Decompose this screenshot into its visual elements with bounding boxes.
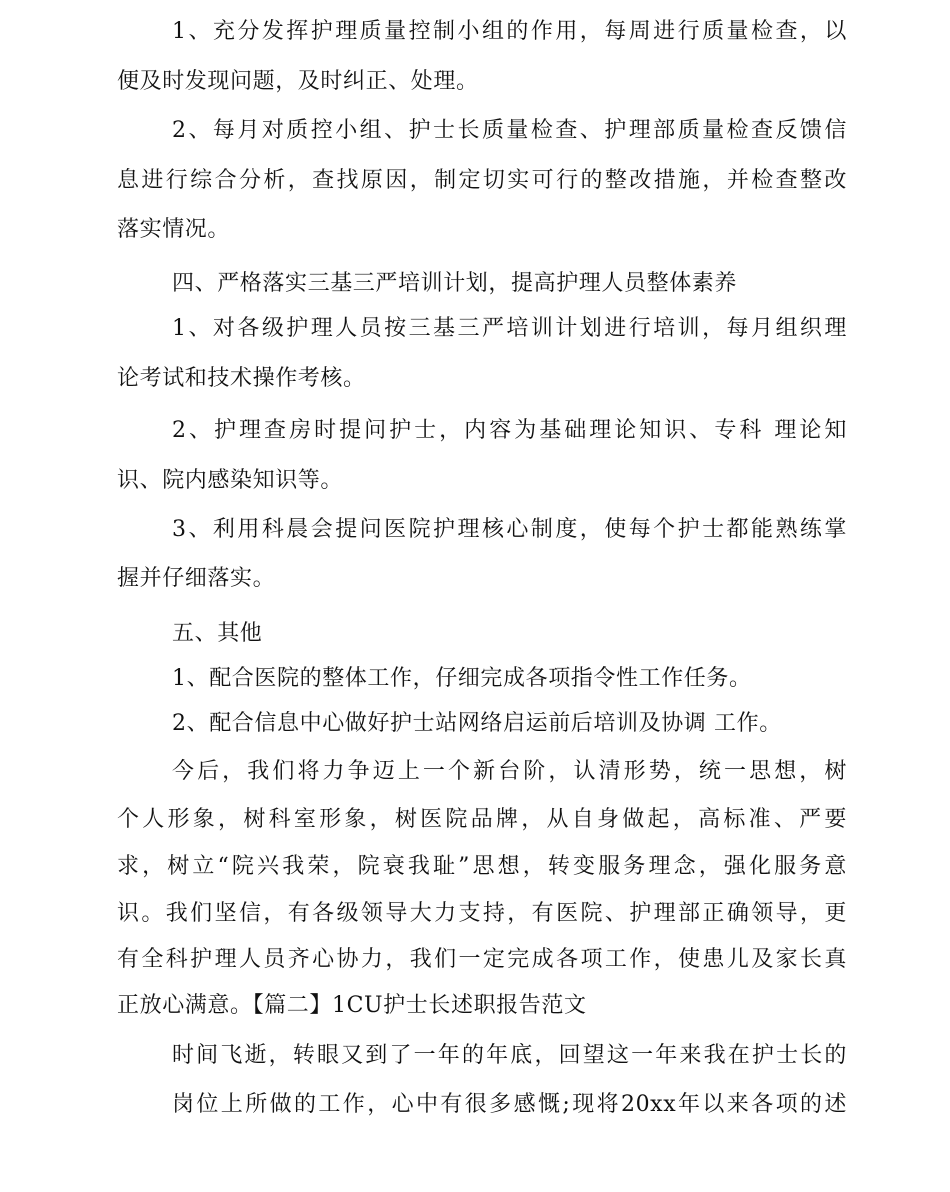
paragraph-line: 个人形象，树科室形象，树医院品牌，从自身做起，高标准、严要 — [117, 807, 847, 832]
paragraph-line: 1、对各级护理人员按三基三严培训计划进行培训，每月组织理 — [172, 316, 847, 341]
paragraph-line: 2、每月对质控小组、护士长质量检查、护理部质量检查反馈信 — [172, 118, 847, 143]
paragraph-line: 1、充分发挥护理质量控制小组的作用，每周进行质量检查，以 — [172, 19, 847, 44]
paragraph-line: 2、护理查房时提问护士，内容为基础理论知识、专科 理论知 — [172, 418, 847, 443]
paragraph-line: 3、利用科晨会提问医院护理核心制度，使每个护士都能熟练掌 — [172, 517, 847, 542]
paragraph-line: 识。我们坚信，有各级领导大力支持，有医院、护理部正确领导，更 — [117, 901, 847, 926]
paragraph-line: 识、院内感染知识等。 — [117, 468, 344, 493]
paragraph-line: 求，树立“院兴我荣，院衰我耻”思想，转变服务理念，强化服务意 — [117, 854, 847, 879]
paragraph-line: 时间飞逝，转眼又到了一年的年底，回望这一年来我在护士长的 — [172, 1043, 847, 1068]
paragraph-line: 2、配合信息中心做好护士站网络启运前后培训及协调 工作。 — [172, 711, 782, 736]
paragraph-line: 有全科护理人员齐心协力，我们一定完成各项工作，使患儿及家长真 — [117, 947, 847, 972]
paragraph-line: 正放心满意。【篇二】1CU护士长述职报告范文 — [117, 993, 587, 1018]
paragraph-line: 落实情况。 — [117, 217, 231, 242]
paragraph-line: 今后，我们将力争迈上一个新台阶，认清形势，统一思想，树 — [172, 759, 847, 784]
paragraph-line: 1、配合医院的整体工作，仔细完成各项指令性工作任务。 — [172, 666, 752, 691]
paragraph-line: 论考试和技术操作考核。 — [117, 366, 366, 391]
paragraph-line: 息进行综合分析，查找原因，制定切实可行的整改措施，并检查整改 — [117, 168, 847, 193]
section-heading: 五、其他 — [172, 621, 263, 646]
paragraph-line: 便及时发现问题，及时纠正、处理。 — [117, 69, 479, 94]
section-heading: 四、严格落实三基三严培训计划，提高护理人员整体素养 — [172, 271, 738, 296]
paragraph-line: 岗位上所做的工作，心中有很多感慨;现将20xx年以来各项的述 — [172, 1092, 847, 1117]
paragraph-line: 握并仔细落实。 — [117, 566, 276, 591]
